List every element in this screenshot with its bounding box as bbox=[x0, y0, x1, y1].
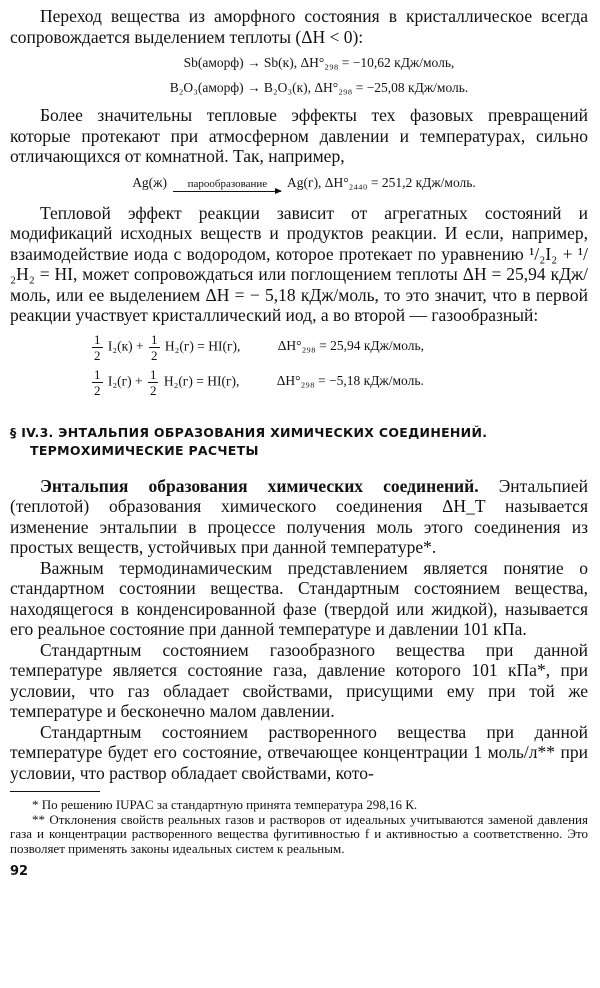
fraction: $\frac{1}{2}$ bbox=[94, 331, 101, 363]
paragraph-enthalpy-formation: Энтальпия образования химических соединений. Энтальпией (теплотой) образования химического соединения ΔH_T называется изменение энтальпии в процессе получения моль этого соединения из простых веществ, устойчивых при данной температуре*. bbox=[10, 475, 588, 557]
equation-ag-left: Ag(ж) bbox=[132, 174, 168, 190]
paragraph-solution-standard: Стандартным состоянием растворенного вещества при данной температуре будет его состояние, отвечающее концентрации 1 моль/л** при условии, что раствор обладает свойствами, кото- bbox=[10, 721, 588, 783]
section-heading-line2: ТЕРМОХИМИЧЕСКИЕ РАСЧЕТЫ bbox=[30, 442, 259, 458]
equation-iodine-gas: $\frac{1}{2}$ I₂(г) + $\frac{1}{2}$ H₂(г) = HI(г), ΔH°₂₉₈ = −5,18 кДж/моль. bbox=[94, 366, 424, 398]
equation-sb: Sb(аморф) → Sb(к), ΔH°₂₉₈ = −10,62 кДж/моль, bbox=[183, 55, 455, 70]
equation-ag bbox=[10, 175, 588, 192]
fraction: $\frac{1}{2}$ bbox=[149, 366, 157, 398]
fraction: $\frac{1}{2}$ bbox=[151, 331, 158, 363]
footnote-1: * По решению IUPAC за стандартную принята температура 298,16 К. bbox=[32, 797, 418, 812]
equation-iodine-crystal: $\frac{1}{2}$ I₂(к) + $\frac{1}{2}$ H₂(г) = HI(г), ΔH°₂₉₈ = 25,94 кДж/моль, bbox=[94, 331, 425, 363]
page bbox=[10, 6, 588, 879]
page-number: 92 bbox=[10, 864, 29, 880]
arrow-icon bbox=[173, 191, 281, 192]
paragraph-phase-transitions: Более значительны тепловые эффекты тех фазовых превращений которые протекают при атмосферном давлении и температурах, сильно отличающихся от комнатной. Так, например, bbox=[10, 105, 588, 166]
section-heading-line1: § IV.3. ЭНТАЛЬПИЯ ОБРАЗОВАНИЯ ХИМИЧЕСКИХ СОЕДИНЕНИЙ. bbox=[10, 424, 488, 440]
section-heading bbox=[10, 424, 588, 460]
arrow-label: парообразование bbox=[187, 177, 268, 190]
paragraph-standard-state: Важным термодинамическим представлением является понятие о стандартном состоянии вещества. Стандартным состоянием вещества, находящегося в конденсированной фазе (твердой или жидкой), называется его реальное состояние при данной температуре и давлении 101 кПа. bbox=[10, 557, 588, 639]
footnote-divider bbox=[10, 791, 100, 792]
paragraph-gas-standard: Стандартным состоянием газообразного вещества при данной температуре является состояние газа, давление которого 101 кПа*, при условии, что газ обладает свойствами, присущими ему при той же температуре и бесконечно малом давлении. bbox=[10, 639, 588, 721]
footnote-2: ** Отклонения свойств реальных газов и растворов от идеальных учитываются заменой давления газа и концентрации растворенного вещества фугитивностью f и активностью a соответственно. Это позволяет применять законы идеальных систем к реальным. bbox=[10, 811, 588, 856]
paragraph-amorphous: Переход вещества из аморфного состояния в кристаллическое всегда сопровождается выделением теплоты (ΔH < 0): bbox=[10, 6, 588, 47]
equation-ag-right: Ag(г), ΔH°₂₄₄₀ = 251,2 кДж/моль. bbox=[287, 174, 476, 190]
paragraph-lead: Энтальпия образования химических соединений. bbox=[40, 475, 479, 496]
equation-ag-arrow bbox=[173, 179, 281, 192]
paragraph-iodine: Тепловой эффект реакции зависит от агрегатных состояний и модификаций исходных веществ и продуктов реакции. И если, например, взаимодействие иода с водородом, которое протекает по уравнению ¹/₂I₂ + ¹/₂H₂ = HI, может сопровождаться или поглощением теплоты ΔH = 25,94 кДж/моль, или ее выделением ΔH = − 5,18 кДж/моль, то это значит, что в первой реакции участвует кристаллический иод, а во второй — газообразный: bbox=[10, 202, 588, 325]
equation-b2o3: B₂O₃(аморф) → B₂O₃(к), ΔH°₂₉₈ = −25,08 кДж/моль. bbox=[169, 80, 469, 95]
fraction: $\frac{1}{2}$ bbox=[94, 366, 101, 398]
